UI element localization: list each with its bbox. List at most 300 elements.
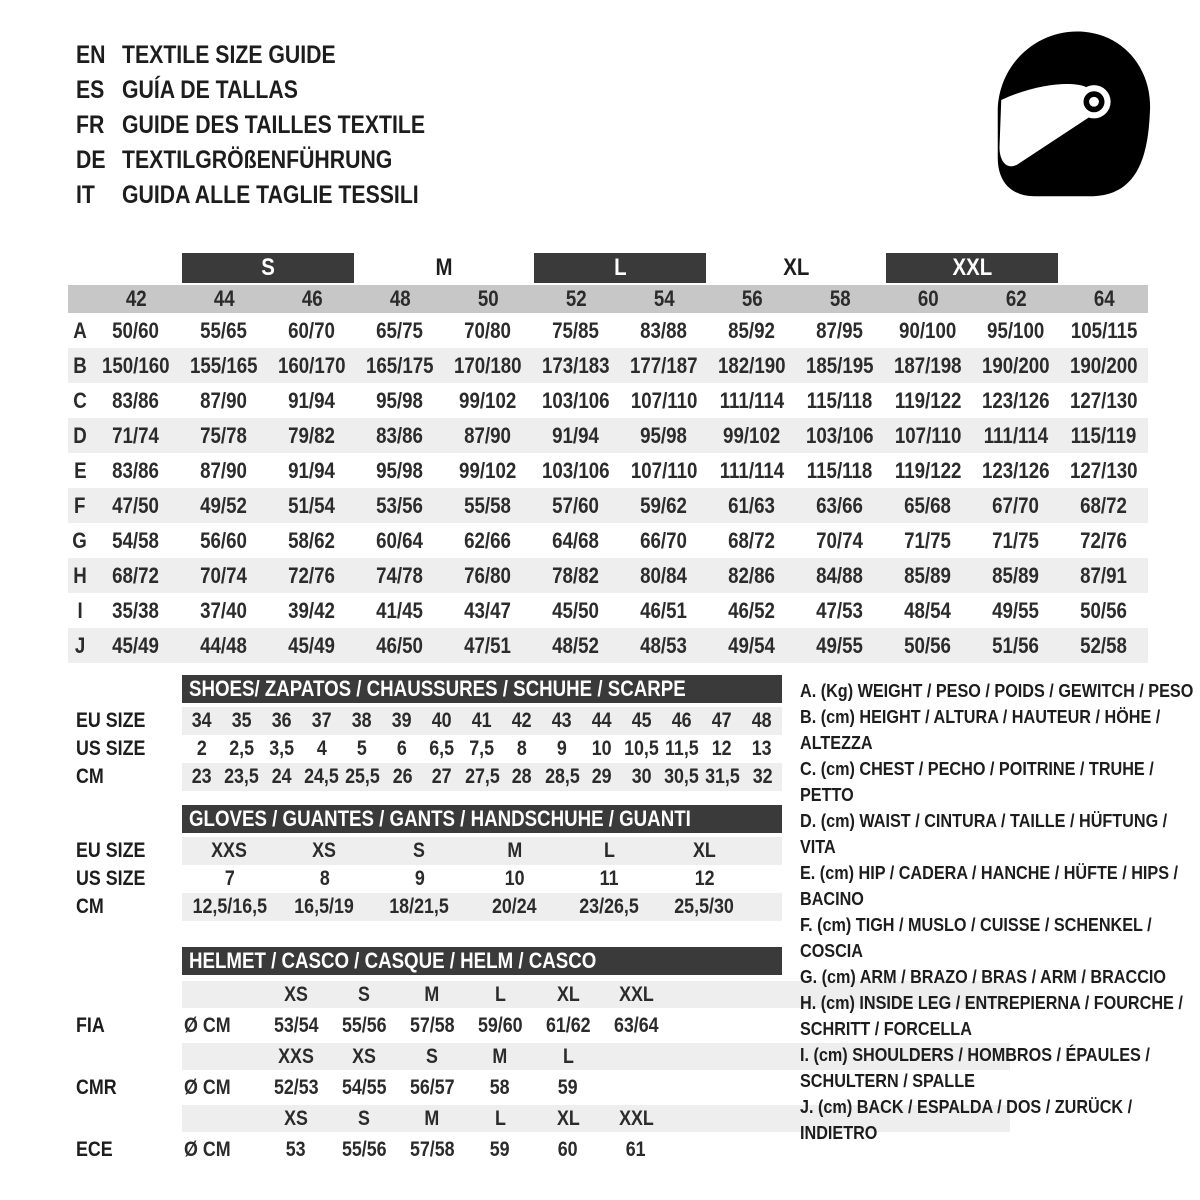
helmet-size-label-text: XXL (618, 982, 654, 1006)
table-cell (532, 313, 620, 348)
section-cell (372, 865, 467, 893)
table-cell-text: 85/89 (904, 562, 952, 588)
section-cell (702, 763, 743, 791)
table-cell (972, 383, 1060, 418)
legend-item-text: D. (cm) WAIST / CINTURA / TAILLE / HÜFTUNG / VITA (800, 811, 1168, 857)
table-cell-text: 103/106 (806, 422, 874, 448)
section-cell-text: L (604, 839, 615, 862)
table-cell (972, 628, 1060, 663)
table-cell (356, 383, 444, 418)
guide-title (122, 146, 440, 175)
section-cell-text: 36 (272, 709, 292, 732)
helmet-size-value-text: 60 (558, 1137, 578, 1161)
table-cell (796, 383, 884, 418)
helmet-size-value (398, 1070, 466, 1105)
table-cell (796, 348, 884, 383)
table-cell (356, 593, 444, 628)
section-cell-text: 47 (712, 709, 732, 732)
section-cell (562, 865, 657, 893)
table-cell (1060, 313, 1148, 348)
section-cell-text: 44 (592, 709, 612, 732)
table-row (68, 453, 1148, 488)
gloves-section-title: GLOVES / GUANTES / GANTS / HANDSCHUHE / GUANTI (189, 806, 691, 831)
size-group-m (356, 253, 532, 283)
row-letter-text: G (72, 527, 88, 553)
section-cell-text: 48 (752, 709, 772, 732)
table-cell (92, 593, 180, 628)
section-cell (702, 707, 742, 735)
table-cell-text: 65/75 (376, 317, 424, 343)
language-code-text: DE (76, 146, 106, 174)
helmet-size-label (330, 1105, 398, 1132)
legend-item (800, 860, 1200, 912)
table-cell (1060, 488, 1148, 523)
section-cell-text: 8 (516, 737, 527, 760)
table-cell-text: 49/54 (728, 632, 776, 658)
helmet-size-value (534, 1132, 602, 1167)
shoes-section (76, 675, 782, 791)
table-cell (92, 558, 180, 593)
table-cell-text: 103/106 (542, 457, 610, 483)
section-cell-text: 40 (432, 709, 452, 732)
textile-size-table (68, 253, 1148, 663)
table-cell-text: 85/92 (728, 317, 776, 343)
language-code-text: IT (76, 181, 95, 209)
table-cell-text: 49/52 (200, 492, 248, 518)
table-cell-text: 75/85 (552, 317, 600, 343)
table-cell-text: 61/63 (728, 492, 776, 518)
table-cell (356, 313, 444, 348)
table-cell-text: 99/102 (723, 422, 781, 448)
section-cell (182, 893, 277, 921)
table-cell-text: 48/52 (552, 632, 600, 658)
section-cell-text: 2,5 (229, 737, 255, 760)
helmet-size-value-text: 53 (286, 1137, 306, 1161)
table-cell-text: 62/66 (464, 527, 512, 553)
table-cell (1060, 558, 1148, 593)
section-cell (262, 763, 301, 791)
gloves-section (76, 805, 782, 921)
helmet-standard-name-text: FIA (76, 1013, 105, 1037)
size-number (92, 285, 180, 313)
table-cell (92, 628, 180, 663)
language-code (76, 76, 122, 105)
table-cell (884, 348, 972, 383)
table-cell (884, 523, 972, 558)
helmet-size-value-text: 63/64 (613, 1013, 659, 1037)
table-cell-text: 47/51 (464, 632, 512, 658)
table-cell (268, 558, 356, 593)
section-cell (182, 707, 222, 735)
table-cell (268, 628, 356, 663)
table-cell-text: 127/130 (1070, 457, 1138, 483)
helmet-size-label (398, 1043, 466, 1070)
section-row-label-text: CM (76, 765, 104, 788)
section-cell (221, 763, 262, 791)
legend-item (800, 964, 1200, 990)
section-cell-text: 10 (591, 737, 612, 760)
legend-item-text: G. (cm) ARM / BRAZO / BRAS / ARM / BRACCIO (800, 967, 1167, 987)
helmet-size-value-text: 61 (626, 1137, 646, 1161)
table-cell (620, 418, 708, 453)
helmet-size-value (602, 1008, 670, 1043)
section-cell (342, 707, 382, 735)
table-cell-text: 45/49 (112, 632, 160, 658)
section-cell (661, 763, 702, 791)
language-code (76, 181, 122, 210)
table-cell (972, 558, 1060, 593)
shoes-rows (76, 707, 782, 791)
section-cell (662, 735, 702, 763)
table-cell-text: 51/54 (288, 492, 336, 518)
table-cell (92, 488, 180, 523)
section-cell (262, 707, 302, 735)
table-cell (356, 558, 444, 593)
section-row (76, 893, 782, 921)
table-cell-text: 59/62 (640, 492, 688, 518)
helmet-size-label (330, 981, 398, 1008)
language-row (76, 73, 479, 108)
legend-item (800, 1094, 1200, 1146)
language-code (76, 111, 122, 140)
table-cell-text: 91/94 (288, 457, 336, 483)
size-number (796, 285, 884, 313)
size-group-xxl (886, 253, 1058, 283)
helmet-size-label-text: M (492, 1044, 508, 1068)
section-cell-text: 10,5 (624, 737, 660, 760)
helmet-size-label-text: S (358, 1106, 370, 1130)
section-cell (657, 865, 752, 893)
row-letter-text: A (73, 317, 87, 343)
table-cell-text: 111/114 (983, 422, 1049, 448)
table-cell (356, 348, 444, 383)
table-cell (92, 383, 180, 418)
section-cell-text: 41 (472, 709, 492, 732)
section-cell (422, 763, 461, 791)
helmet-unit-label-text: Ø CM (184, 1013, 231, 1037)
table-cell (444, 383, 532, 418)
section-cell-text: 34 (192, 709, 212, 732)
helmet-unit-spacer (182, 1043, 262, 1070)
section-cell (583, 763, 622, 791)
section-cell-text: 31,5 (704, 765, 740, 788)
guide-title-text: TEXTILGRÖßENFÜHRUNG (122, 146, 393, 174)
table-cell-text: 65/68 (904, 492, 952, 518)
language-row (76, 38, 479, 73)
table-cell (268, 348, 356, 383)
helmet-size-value (330, 1070, 398, 1105)
section-cell-text: XS (312, 839, 337, 862)
helmet-standard-name-text: CMR (76, 1075, 117, 1099)
section-cell-text: 26 (392, 765, 413, 788)
helmet-size-value-text: 59/60 (477, 1013, 523, 1037)
size-group-s (182, 253, 354, 283)
row-letter (68, 628, 92, 663)
section-cell-text: 12 (694, 867, 715, 890)
table-cell (444, 628, 532, 663)
row-letter (68, 348, 92, 383)
helmet-size-label (466, 981, 534, 1008)
helmet-size-label (330, 1043, 398, 1070)
table-cell-text: 71/74 (112, 422, 160, 448)
table-cell (1060, 348, 1148, 383)
section-row-values (182, 837, 782, 865)
section-row (76, 735, 782, 763)
size-group-xxl-text: XXL (952, 254, 992, 281)
table-cell-text: 123/126 (982, 387, 1050, 413)
helmet-size-value-text: 55/56 (341, 1137, 387, 1161)
helmet-size-label-text: S (426, 1044, 438, 1068)
table-cell-text: 37/40 (200, 597, 248, 623)
section-row-label-text: EU SIZE (76, 839, 146, 862)
table-cell (884, 558, 972, 593)
table-cell (972, 488, 1060, 523)
section-row-values (182, 763, 782, 791)
table-cell-text: 70/80 (464, 317, 512, 343)
table-cell-text: 115/118 (807, 457, 873, 483)
table-row (68, 383, 1148, 418)
helmet-size-label-text: XXS (278, 1044, 314, 1068)
table-cell (180, 628, 268, 663)
section-cell (302, 707, 342, 735)
size-group-m-text: M (435, 254, 453, 281)
shoes-section-header (182, 675, 782, 703)
section-cell-text: XL (693, 839, 716, 862)
section-cell (502, 763, 541, 791)
table-cell (708, 348, 796, 383)
table-cell-text: 190/200 (982, 352, 1050, 378)
section-cell-text: 7,5 (469, 737, 494, 760)
section-cell-text: 11,5 (665, 737, 700, 760)
table-cell-text: 90/100 (899, 317, 957, 343)
helmet-size-value-text: 57/58 (409, 1137, 455, 1161)
table-cell-text: 68/72 (112, 562, 160, 588)
section-cell (743, 763, 782, 791)
helmet-size-value (602, 1132, 670, 1167)
section-cell (182, 865, 277, 893)
helmet-size-label-text: L (562, 1044, 574, 1068)
table-cell-text: 46/50 (376, 632, 424, 658)
size-number-text: 42 (125, 286, 147, 311)
section-cell-text: 9 (556, 737, 567, 760)
guide-title-text: GUIDA ALLE TAGLIE TESSILI (122, 181, 419, 209)
guide-title-text: TEXTILE SIZE GUIDE (122, 41, 336, 69)
section-cell-text: 37 (312, 709, 332, 732)
row-letter (68, 418, 92, 453)
language-code-text: ES (76, 76, 105, 104)
table-cell (268, 313, 356, 348)
table-cell (708, 523, 796, 558)
section-cell-text: 4 (316, 737, 327, 760)
table-cell-text: 95/98 (640, 422, 688, 448)
table-cell-text: 60/64 (376, 527, 424, 553)
helmet-size-label (262, 981, 330, 1008)
section-cell-text: 16,5/19 (294, 895, 355, 918)
language-code (76, 41, 122, 70)
table-cell (92, 453, 180, 488)
size-number-text: 60 (917, 286, 939, 311)
section-cell (342, 763, 383, 791)
section-row-values (182, 707, 782, 735)
legend-item (800, 756, 1200, 808)
helmet-size-value-text: 55/56 (341, 1013, 387, 1037)
size-number-text: 44 (213, 286, 235, 311)
section-cell-text: 23,5 (224, 765, 260, 788)
table-cell-text: 115/119 (1071, 422, 1137, 448)
table-cell (444, 523, 532, 558)
helmet-size-value (466, 1008, 534, 1043)
letter-column-spacer (68, 285, 92, 313)
language-title-list (76, 38, 479, 213)
table-cell-text: 64/68 (552, 527, 600, 553)
helmet-size-value-text: 59 (558, 1075, 578, 1099)
row-letter (68, 453, 92, 488)
helmet-size-value (330, 1008, 398, 1043)
table-cell-text: 78/82 (552, 562, 600, 588)
helmet-standard-name-text: ECE (76, 1137, 113, 1161)
table-cell-text: 87/90 (200, 387, 248, 413)
helmet-unit-label (182, 1008, 262, 1043)
table-cell (532, 383, 620, 418)
table-cell (444, 313, 532, 348)
helmet-size-value (398, 1008, 466, 1043)
section-cell (657, 893, 752, 921)
size-group-l (534, 253, 706, 283)
section-cell-text: 23/26,5 (579, 895, 640, 918)
table-cell-text: 47/50 (112, 492, 160, 518)
table-cell-text: 107/110 (630, 387, 698, 413)
section-cell-text: 39 (392, 709, 412, 732)
table-cell (356, 418, 444, 453)
table-cell-text: 63/66 (816, 492, 864, 518)
table-cell-text: 53/56 (376, 492, 424, 518)
helmet-size-label-text: M (424, 1106, 440, 1130)
helmet-size-label-text: M (424, 982, 440, 1006)
section-cell (502, 707, 542, 735)
table-cell (972, 453, 1060, 488)
helmet-size-label-text: XS (284, 1106, 308, 1130)
section-cell (742, 735, 782, 763)
section-cell (382, 735, 422, 763)
table-cell-text: 177/187 (630, 352, 698, 378)
table-cell (92, 418, 180, 453)
table-cell (532, 488, 620, 523)
helmet-size-value (534, 1008, 602, 1043)
row-letter (68, 313, 92, 348)
helmet-size-value (534, 1070, 602, 1105)
table-cell-text: 185/195 (806, 352, 874, 378)
gloves-rows (76, 837, 782, 921)
section-row-label (76, 867, 182, 891)
helmet-size-label (602, 981, 670, 1008)
table-cell-text: 46/52 (728, 597, 776, 623)
table-cell (356, 488, 444, 523)
table-cell-text: 95/100 (987, 317, 1045, 343)
row-letter (68, 523, 92, 558)
table-cell (356, 628, 444, 663)
table-cell-text: 165/175 (366, 352, 434, 378)
legend-item-text: A. (Kg) WEIGHT / PESO / POIDS / GEWITCH / PESO (800, 681, 1194, 701)
section-cell (182, 763, 221, 791)
section-cell-text: 30,5 (664, 765, 699, 788)
table-row (68, 523, 1148, 558)
table-cell-text: 76/80 (464, 562, 512, 588)
section-cell-text: 30 (631, 765, 652, 788)
helmet-size-value (466, 1070, 534, 1105)
table-cell (268, 593, 356, 628)
section-cell (372, 893, 467, 921)
size-number-text: 58 (829, 286, 851, 311)
section-cell-text: 3,5 (269, 737, 295, 760)
table-cell-text: 87/91 (1080, 562, 1128, 588)
section-row-label (76, 839, 182, 863)
table-cell (180, 383, 268, 418)
helmet-size-label (534, 1043, 602, 1070)
section-cell (621, 735, 662, 763)
section-cell (462, 763, 503, 791)
row-letter (68, 593, 92, 628)
table-cell (884, 313, 972, 348)
section-cell (383, 763, 422, 791)
table-cell (972, 523, 1060, 558)
row-letter-text: C (73, 387, 87, 413)
language-code (76, 146, 122, 175)
table-cell (620, 523, 708, 558)
table-cell (444, 418, 532, 453)
table-cell-text: 49/55 (816, 632, 864, 658)
table-cell (620, 628, 708, 663)
table-cell (884, 593, 972, 628)
table-cell-text: 99/102 (459, 387, 517, 413)
section-row-label-text: US SIZE (76, 737, 146, 760)
helmet-unit-spacer (182, 1105, 262, 1132)
section-cell (542, 763, 583, 791)
table-cell-text: 99/102 (459, 457, 517, 483)
helmet-unit-label-text: Ø CM (184, 1075, 231, 1099)
table-cell-text: 39/42 (288, 597, 336, 623)
table-row (68, 558, 1148, 593)
section-cell (582, 707, 622, 735)
table-cell-text: 68/72 (1080, 492, 1128, 518)
table-cell-text: 87/90 (200, 457, 248, 483)
table-cell (708, 488, 796, 523)
table-cell-text: 87/95 (816, 317, 864, 343)
section-cell-text: 46 (672, 709, 692, 732)
gloves-section-header (182, 805, 782, 833)
helmet-size-value-text: 59 (490, 1137, 510, 1161)
size-number (180, 285, 268, 313)
section-cell-text: 43 (552, 709, 572, 732)
table-cell (708, 418, 796, 453)
size-group-l-text: L (613, 254, 627, 281)
section-row-values (182, 735, 782, 763)
size-number-text: 50 (477, 286, 499, 311)
racing-helmet-icon (982, 24, 1157, 204)
table-cell (180, 313, 268, 348)
language-code-text: EN (76, 41, 106, 69)
table-cell (532, 558, 620, 593)
table-cell (180, 593, 268, 628)
size-number (1060, 285, 1148, 313)
section-cell (541, 735, 581, 763)
table-cell-text: 84/88 (816, 562, 864, 588)
table-cell-text: 127/130 (1070, 387, 1138, 413)
size-group-s-text: S (261, 254, 275, 281)
table-cell (796, 558, 884, 593)
helmet-size-value-text: 52/53 (273, 1075, 319, 1099)
table-cell-text: 55/58 (464, 492, 512, 518)
table-cell-text: 54/58 (112, 527, 160, 553)
